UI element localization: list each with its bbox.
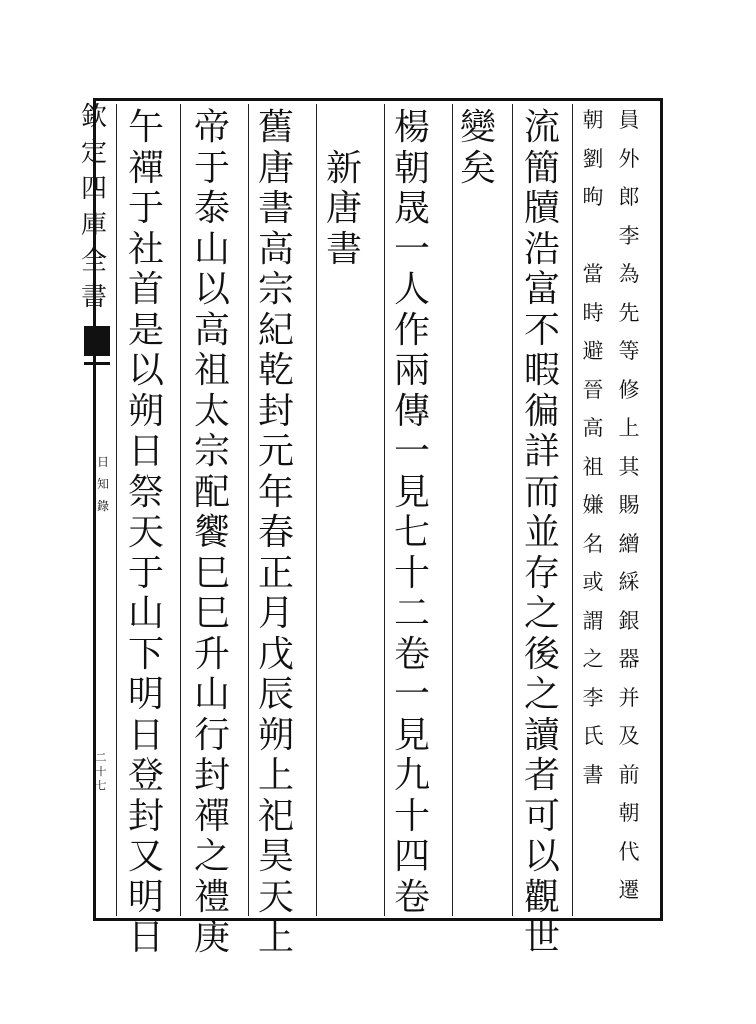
column-char: 晟 <box>393 188 430 229</box>
column-char: 李 <box>618 223 640 248</box>
column-char: 祀 <box>257 795 294 837</box>
column-char: 一 <box>393 228 430 270</box>
annotation-column <box>580 110 606 803</box>
column-char: 祭 <box>127 471 164 513</box>
column-char: 書 <box>257 188 294 229</box>
column-char: 饗 <box>193 512 230 553</box>
column-char: 帝 <box>193 107 230 148</box>
column-char: 詳 <box>523 431 560 472</box>
column-char: 是 <box>127 309 164 351</box>
column-char: 李 <box>582 685 604 710</box>
column-char: 徧 <box>523 390 560 432</box>
column-char: 新 <box>325 147 362 189</box>
column-char: 封 <box>257 390 294 432</box>
column-char: 綵 <box>618 570 640 594</box>
column-char: 下 <box>127 633 164 675</box>
column-char: 十 <box>393 795 430 837</box>
column-char <box>322 110 366 151</box>
column-char: 之 <box>193 836 230 877</box>
column-char: 封 <box>127 795 164 837</box>
column-char: 遷 <box>618 878 640 902</box>
column-char: 日 <box>127 431 164 472</box>
column-char: 器 <box>618 647 640 671</box>
column-char: 世 <box>523 917 560 958</box>
column-char: 劉 <box>582 146 604 171</box>
column-char: 正 <box>257 552 294 594</box>
text-column <box>124 107 168 961</box>
margin-page-number <box>92 752 110 794</box>
column-char: 辰 <box>257 674 294 715</box>
column-char: 見 <box>393 714 430 756</box>
column-char: 以 <box>193 269 230 310</box>
column-char: 明 <box>127 876 164 918</box>
column-char: 矣 <box>459 147 496 189</box>
column-char: 先 <box>618 300 640 325</box>
column-char: 之 <box>523 593 560 634</box>
column-char: 于 <box>193 147 230 189</box>
column-char: 或 <box>582 570 604 594</box>
column-char: 浩 <box>523 228 560 270</box>
column-char: 巳 <box>193 593 230 634</box>
column-char: 二 <box>393 593 430 634</box>
column-char: 午 <box>127 107 164 148</box>
column-char: 山 <box>193 228 230 270</box>
column-char: 年 <box>257 471 294 513</box>
column-char: 書 <box>582 762 604 787</box>
column-char: 朝 <box>582 108 604 132</box>
column-char: 時 <box>582 300 604 325</box>
page-number-char: 七 <box>95 779 107 792</box>
column-char: 牘 <box>523 188 560 229</box>
column-divider <box>116 104 117 916</box>
fish-tail-line <box>84 362 110 365</box>
column-char: 首 <box>127 269 164 310</box>
column-divider <box>512 104 513 916</box>
column-char: 讀 <box>523 714 560 756</box>
annotation-column <box>616 110 642 919</box>
column-char: 上 <box>257 917 294 958</box>
column-char: 暇 <box>523 350 560 391</box>
text-column <box>390 107 434 920</box>
column-char: 書 <box>325 228 362 270</box>
column-char: 戊 <box>257 633 294 675</box>
column-char: 富 <box>523 269 560 310</box>
column-char: 春 <box>257 512 294 553</box>
column-char: 避 <box>582 339 604 363</box>
column-char: 卷 <box>393 876 430 918</box>
column-char: 朝 <box>618 801 640 825</box>
column-char: 朔 <box>257 714 294 756</box>
column-char: 兩 <box>393 350 430 391</box>
frame-right-border <box>660 98 663 921</box>
column-char: 高 <box>257 228 294 270</box>
column-char: 郎 <box>618 185 640 209</box>
column-char: 變 <box>459 107 496 148</box>
text-column <box>254 107 298 961</box>
column-char: 簡 <box>523 147 560 189</box>
column-char: 銀 <box>618 608 640 633</box>
column-char: 傳 <box>393 390 430 432</box>
column-char: 九 <box>393 755 430 796</box>
column-char: 元 <box>257 431 294 472</box>
column-char: 庚 <box>193 917 230 958</box>
column-char: 紀 <box>257 309 294 351</box>
margin-label-char: 錄 <box>96 499 109 513</box>
margin-title-char: 定 <box>80 138 107 168</box>
column-char: 之 <box>523 674 560 715</box>
column-divider <box>248 104 249 916</box>
column-char: 員 <box>618 108 640 132</box>
margin-title-char: 全 <box>80 246 107 276</box>
column-char: 于 <box>127 188 164 229</box>
column-char: 唐 <box>257 147 294 189</box>
column-char: 高 <box>582 416 604 440</box>
column-char: 晉 <box>582 377 604 402</box>
column-char: 社 <box>127 228 164 270</box>
fish-tail-mark <box>84 326 110 356</box>
margin-title-char: 庫 <box>80 210 107 240</box>
column-char: 流 <box>523 107 560 148</box>
column-char: 祖 <box>582 454 604 479</box>
column-char: 并 <box>618 685 640 710</box>
column-char: 楊 <box>393 107 430 148</box>
column-char: 七 <box>393 512 430 553</box>
margin-book-title <box>80 104 108 320</box>
column-char: 禮 <box>193 876 230 918</box>
column-char: 賜 <box>618 493 640 517</box>
column-char: 日 <box>127 917 164 958</box>
column-char: 天 <box>127 512 164 553</box>
column-divider <box>384 104 385 916</box>
column-char: 上 <box>257 755 294 796</box>
column-char: 不 <box>523 309 560 351</box>
margin-title-char: 書 <box>80 282 107 312</box>
margin-label-char: 知 <box>96 477 109 491</box>
column-char: 禪 <box>193 795 230 837</box>
column-char: 四 <box>393 836 430 877</box>
column-char: 氏 <box>582 724 604 748</box>
column-char: 朔 <box>127 390 164 432</box>
column-char: 十 <box>393 552 430 594</box>
column-char: 觀 <box>523 876 560 918</box>
column-char: 升 <box>193 633 230 675</box>
column-char: 山 <box>193 674 230 715</box>
column-char: 泰 <box>193 188 230 229</box>
column-char: 月 <box>257 593 294 634</box>
column-char: 宗 <box>193 431 230 472</box>
column-char: 于 <box>127 552 164 594</box>
text-column <box>456 107 500 191</box>
column-char: 高 <box>193 309 230 351</box>
margin-section-label <box>96 456 110 522</box>
section-heading-column <box>322 110 366 272</box>
column-char: 而 <box>523 471 560 513</box>
column-divider <box>452 104 453 916</box>
page-number-char: 二 <box>95 751 107 764</box>
column-char: 等 <box>618 339 640 363</box>
column-char: 太 <box>193 390 230 432</box>
column-char: 見 <box>393 471 430 513</box>
margin-label-char: 日 <box>96 455 109 469</box>
column-char: 以 <box>523 836 560 877</box>
column-divider <box>180 104 181 916</box>
column-char: 名 <box>582 531 604 556</box>
column-char: 之 <box>582 647 604 671</box>
column-char: 前 <box>618 762 640 787</box>
column-char: 行 <box>193 714 230 756</box>
frame-bottom-border <box>93 918 663 921</box>
column-char: 外 <box>618 146 640 171</box>
column-char: 祖 <box>193 350 230 391</box>
column-char: 昊 <box>257 836 294 877</box>
margin-title-char: 四 <box>80 174 107 204</box>
column-divider <box>572 104 573 916</box>
page-number-char: 十 <box>95 765 107 778</box>
column-char <box>580 226 606 265</box>
column-char: 嫌 <box>582 493 604 517</box>
column-char: 配 <box>193 471 230 513</box>
column-char: 可 <box>523 795 560 837</box>
column-char: 代 <box>618 839 640 864</box>
column-char: 舊 <box>257 107 294 148</box>
column-char: 明 <box>127 674 164 715</box>
column-char: 修 <box>618 377 640 402</box>
column-char: 山 <box>127 593 164 634</box>
column-char: 一 <box>393 674 430 715</box>
column-char: 天 <box>257 876 294 918</box>
column-char: 作 <box>393 309 430 351</box>
column-char: 朝 <box>393 147 430 189</box>
column-char: 並 <box>523 512 560 553</box>
column-char: 乾 <box>257 350 294 391</box>
column-char: 卷 <box>393 633 430 675</box>
column-char: 日 <box>127 714 164 756</box>
column-char: 存 <box>523 552 560 594</box>
frame-top-border <box>93 98 663 101</box>
column-char: 上 <box>618 416 640 440</box>
column-char: 者 <box>523 755 560 796</box>
margin-title-char: 欽 <box>80 102 107 132</box>
text-column <box>520 107 564 961</box>
text-column <box>190 107 234 961</box>
column-char: 其 <box>618 454 640 479</box>
column-char: 禪 <box>127 147 164 189</box>
column-char: 昫 <box>582 185 604 209</box>
column-char: 當 <box>582 262 604 286</box>
column-char: 以 <box>127 350 164 391</box>
column-char: 為 <box>618 262 640 286</box>
column-char: 後 <box>523 633 560 675</box>
column-char: 人 <box>393 269 430 310</box>
column-char: 繒 <box>618 531 640 556</box>
column-divider <box>316 104 317 916</box>
column-char: 巳 <box>193 552 230 594</box>
column-char: 一 <box>393 431 430 472</box>
column-char: 宗 <box>257 269 294 310</box>
column-char: 封 <box>193 755 230 796</box>
column-char: 謂 <box>582 608 604 633</box>
column-char: 登 <box>127 755 164 796</box>
column-char: 唐 <box>325 188 362 229</box>
column-char: 又 <box>127 836 164 877</box>
column-char: 及 <box>618 724 640 748</box>
